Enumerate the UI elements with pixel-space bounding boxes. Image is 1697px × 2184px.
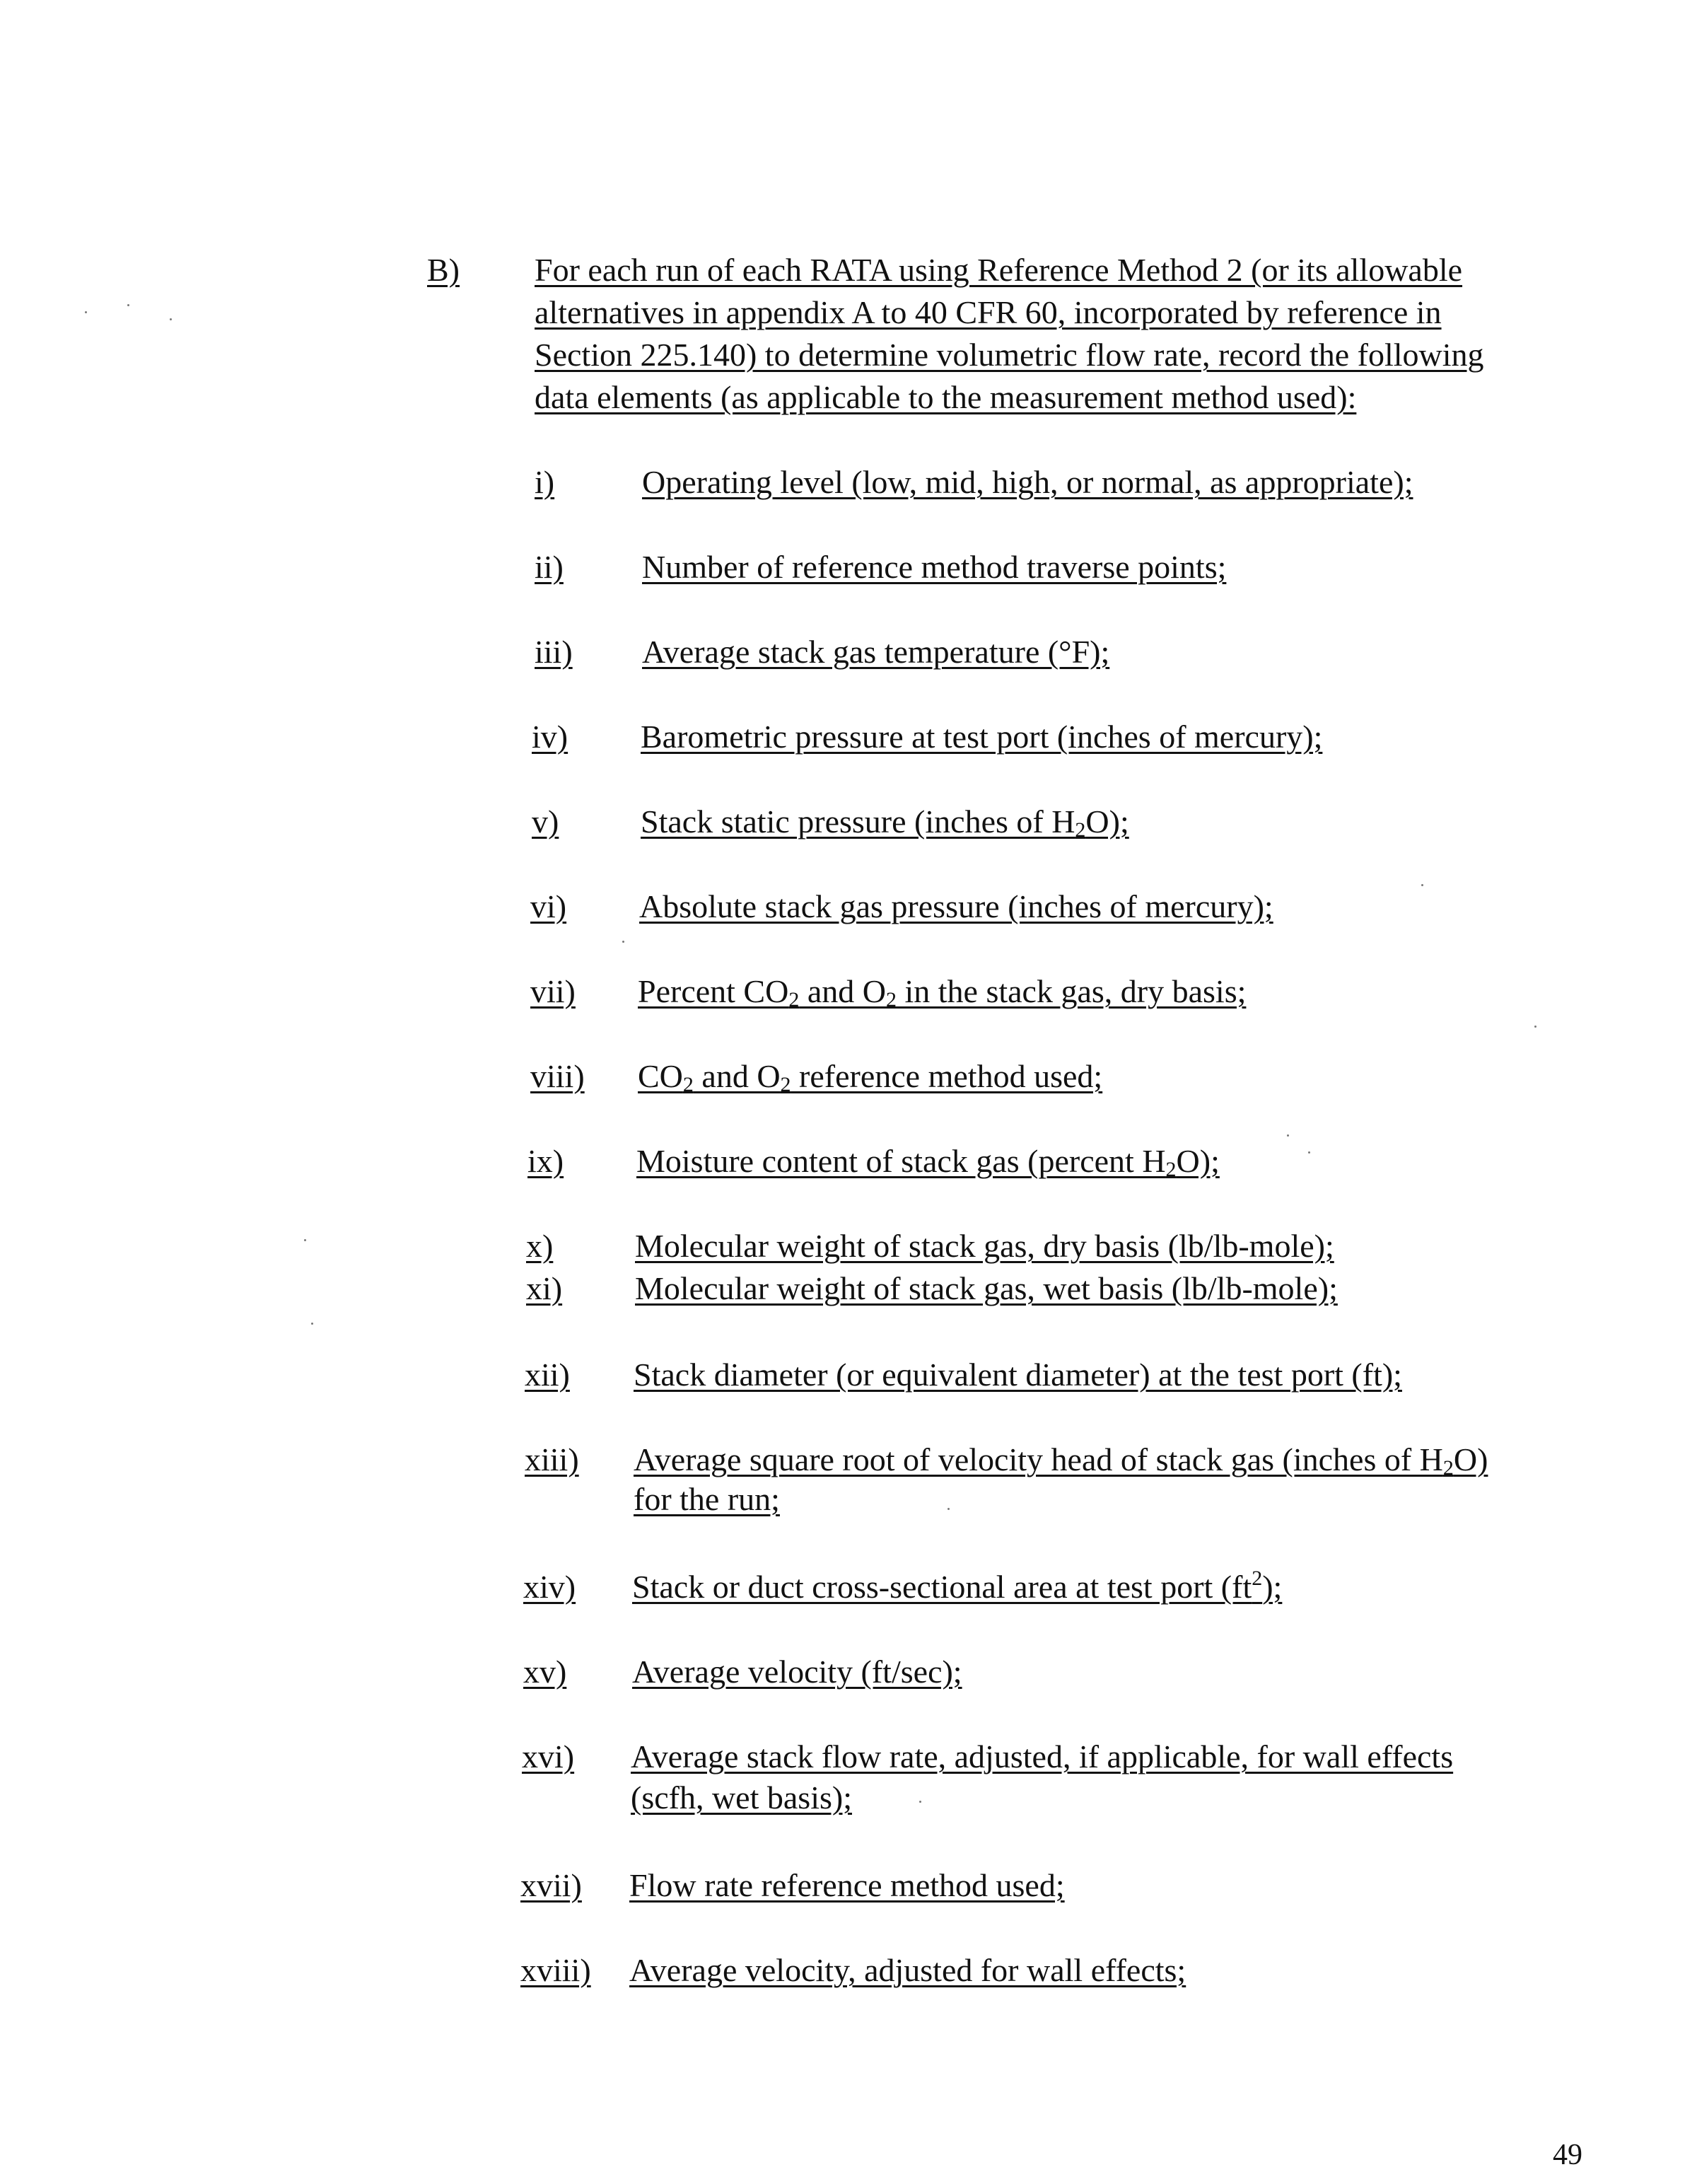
item-marker-x: x) [526, 1228, 554, 1264]
item-marker-viii: viii) [530, 1058, 585, 1094]
scan-speck [1534, 1026, 1536, 1028]
item-text-iv: Barometric pressure at test port (inches of mercury); [641, 719, 1323, 755]
item-marker-xvi: xvi) [522, 1738, 575, 1774]
scan-speck [304, 1239, 306, 1241]
item-text-xvi-line2: (scfh, wet basis); [631, 1779, 852, 1816]
item-marker-xviii: xviii) [520, 1952, 591, 1988]
item-text-v: Stack static pressure (inches of $H_2O$); [641, 803, 1129, 842]
item-marker-xiii: xiii) [525, 1441, 579, 1477]
scan-speck [85, 311, 87, 313]
section-marker: B) [427, 252, 460, 288]
scan-speck [919, 1801, 921, 1803]
scan-speck [170, 318, 172, 320]
item-text-ix: Moisture content of stack gas (percent $H_2O$); [636, 1143, 1220, 1181]
item-text-xvii: Flow rate reference method used; [629, 1867, 1065, 1903]
item-text-vi: Absolute stack gas pressure (inches of mercury); [639, 888, 1273, 924]
item-text-xvi: Average stack flow rate, adjusted, if applicable, for wall effects [631, 1738, 1454, 1774]
item-text-xiv: Stack or duct cross-sectional area at test port $(ft^2)$; [632, 1567, 1283, 1605]
item-marker-iv: iv) [532, 719, 568, 755]
item-marker-xii: xii) [525, 1357, 570, 1393]
section-line-3: Section 225.140) to determine volumetric flow rate, record the following [535, 337, 1484, 373]
item-text-xiii-line2: for the run; [634, 1481, 780, 1517]
item-text-x: Molecular weight of stack gas, dry basis (lb/lb-mole); [635, 1228, 1334, 1264]
scan-speck [127, 304, 129, 306]
item-text-xviii: Average velocity, adjusted for wall effects; [629, 1952, 1186, 1988]
item-text-xiii: Average square root of velocity head of stack gas (inches of $H_2O$) [634, 1441, 1488, 1480]
item-marker-i: i) [535, 464, 555, 500]
item-text-iii: Average stack gas temperature (°F); [642, 634, 1110, 670]
section-line-4: data elements (as applicable to the measurement method used): [535, 379, 1357, 415]
item-text-vii: Percent $CO_2$ and $O_2$ in the stack gas, dry basis; [638, 973, 1247, 1011]
section-line-1: For each run of each RATA using Reference Method 2 (or its allowable [535, 252, 1463, 288]
scan-speck [947, 1508, 950, 1510]
item-text-viii: $CO_2$ and $O_2$ reference method used; [638, 1058, 1103, 1096]
item-marker-vi: vi) [530, 888, 567, 924]
item-marker-xvii: xvii) [520, 1867, 582, 1903]
scan-speck [1308, 1151, 1310, 1154]
page-number: 49 [1553, 2139, 1582, 2171]
item-text-i: Operating level (low, mid, high, or normal, as appropriate); [642, 464, 1413, 500]
item-text-xv: Average velocity (ft/sec); [632, 1654, 962, 1690]
item-marker-xi: xi) [526, 1270, 563, 1306]
item-marker-xv: xv) [523, 1654, 567, 1690]
item-marker-ii: ii) [535, 549, 564, 585]
scan-speck [311, 1323, 313, 1325]
item-marker-iii: iii) [535, 634, 573, 670]
item-marker-xiv: xiv) [523, 1569, 576, 1605]
item-text-ii: Number of reference method traverse points; [642, 549, 1227, 585]
item-marker-vii: vii) [530, 973, 576, 1009]
scan-speck [1287, 1134, 1289, 1137]
item-text-xi: Molecular weight of stack gas, wet basis (lb/lb-mole); [635, 1270, 1338, 1306]
item-text-xii: Stack diameter (or equivalent diameter) at the test port (ft); [634, 1357, 1402, 1393]
item-marker-v: v) [532, 803, 559, 840]
scan-speck [1421, 884, 1423, 886]
section-line-2: alternatives in appendix A to 40 CFR 60, incorporated by reference in [535, 294, 1442, 330]
scan-speck [622, 941, 624, 943]
item-marker-ix: ix) [527, 1143, 564, 1179]
